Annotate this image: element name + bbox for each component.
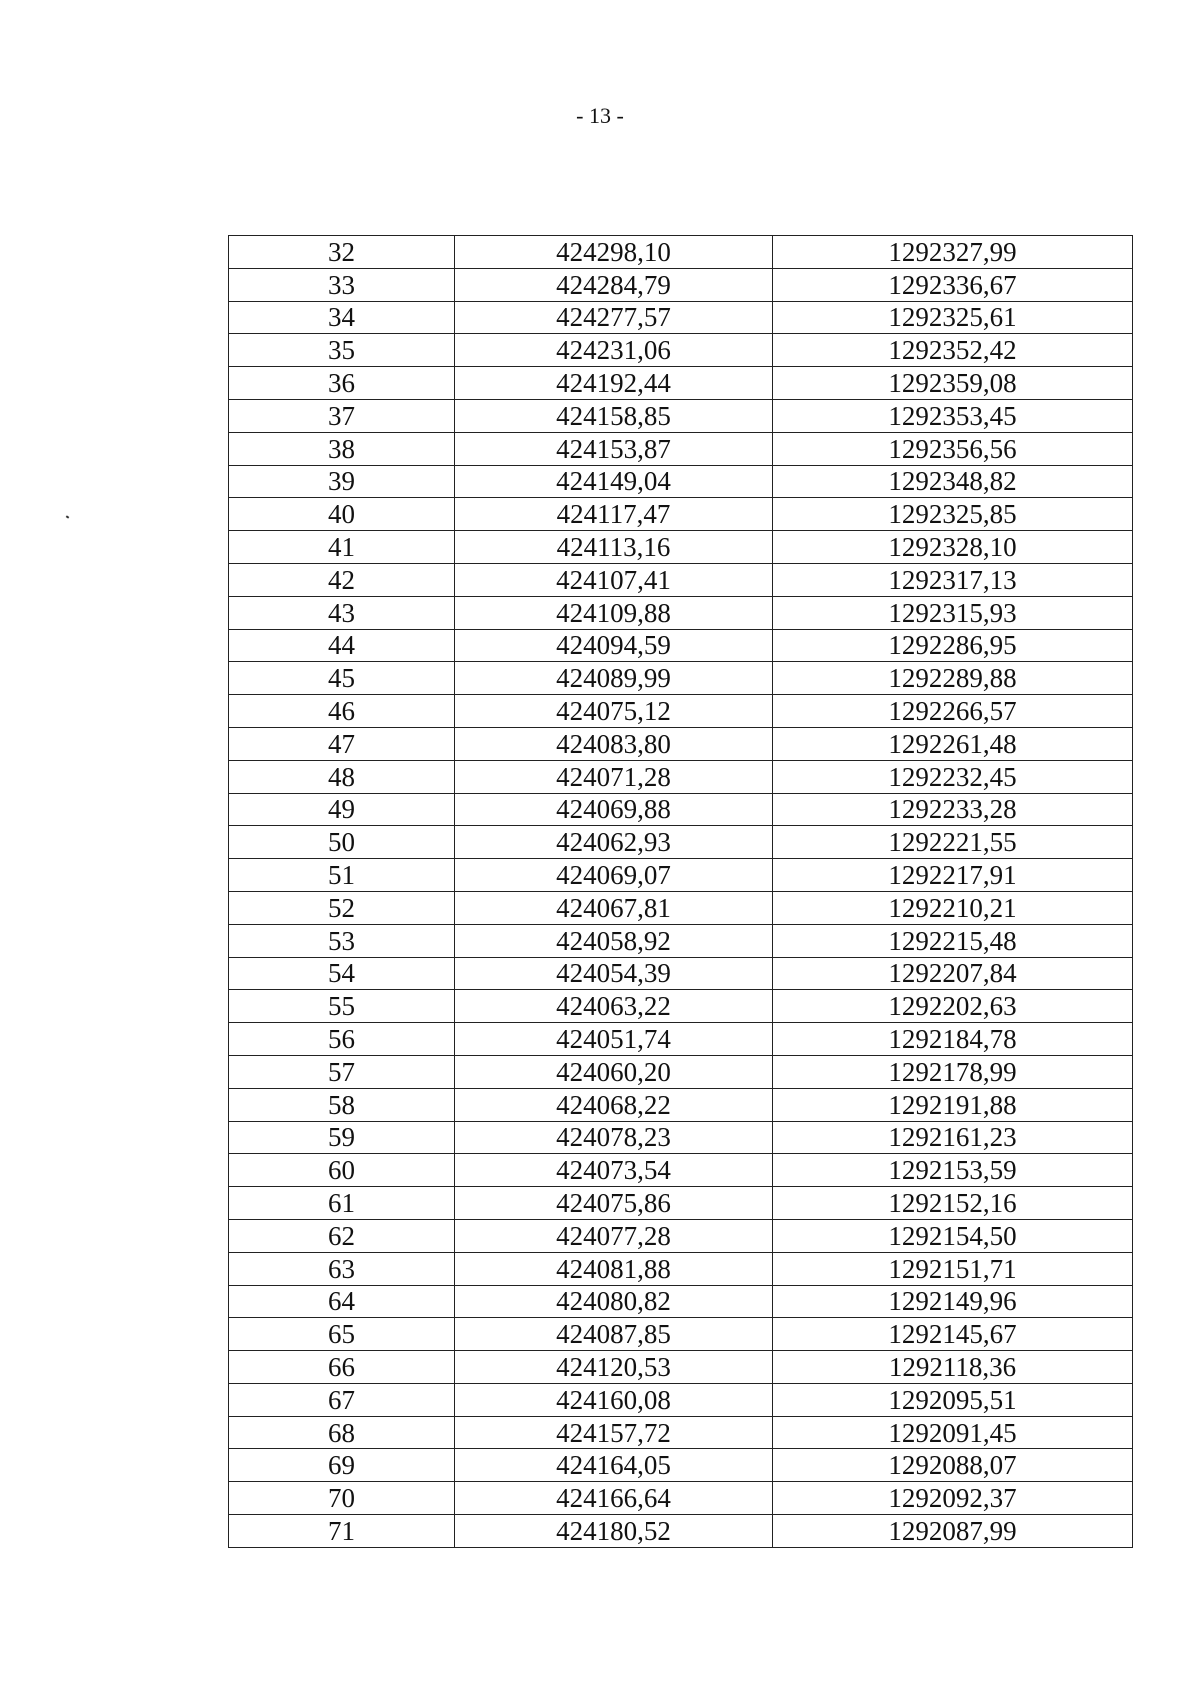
y-coordinate-cell: 1292207,84 (773, 957, 1133, 990)
point-number-cell: 46 (229, 695, 455, 728)
point-number-cell: 34 (229, 301, 455, 334)
y-coordinate-cell: 1292325,61 (773, 301, 1133, 334)
table-row (229, 432, 1133, 465)
y-coordinate-cell: 1292336,67 (773, 268, 1133, 301)
y-coordinate-cell: 1292327,99 (773, 236, 1133, 269)
table-row (229, 727, 1133, 760)
y-coordinate-cell: 1292152,16 (773, 1187, 1133, 1220)
y-coordinate-cell: 1292191,88 (773, 1088, 1133, 1121)
table-row (229, 629, 1133, 662)
x-coordinate-cell: 424157,72 (455, 1416, 773, 1449)
y-coordinate-cell: 1292202,63 (773, 990, 1133, 1023)
x-coordinate-cell: 424073,54 (455, 1154, 773, 1187)
y-coordinate-cell: 1292317,13 (773, 563, 1133, 596)
point-number-cell: 64 (229, 1285, 455, 1318)
point-number-cell: 53 (229, 924, 455, 957)
y-coordinate-cell: 1292118,36 (773, 1351, 1133, 1384)
table-row (229, 1351, 1133, 1384)
table-row (229, 334, 1133, 367)
x-coordinate-cell: 424180,52 (455, 1515, 773, 1548)
point-number-cell: 63 (229, 1252, 455, 1285)
table-row (229, 1154, 1133, 1187)
y-coordinate-cell: 1292328,10 (773, 531, 1133, 564)
point-number-cell: 62 (229, 1219, 455, 1252)
y-coordinate-cell: 1292315,93 (773, 596, 1133, 629)
y-coordinate-cell: 1292210,21 (773, 891, 1133, 924)
x-coordinate-cell: 424113,16 (455, 531, 773, 564)
y-coordinate-cell: 1292145,67 (773, 1318, 1133, 1351)
point-number-cell: 50 (229, 826, 455, 859)
point-number-cell: 61 (229, 1187, 455, 1220)
x-coordinate-cell: 424067,81 (455, 891, 773, 924)
table-row (229, 301, 1133, 334)
y-coordinate-cell: 1292091,45 (773, 1416, 1133, 1449)
point-number-cell: 42 (229, 563, 455, 596)
y-coordinate-cell: 1292154,50 (773, 1219, 1133, 1252)
table-row (229, 1088, 1133, 1121)
table-row (229, 236, 1133, 269)
y-coordinate-cell: 1292286,95 (773, 629, 1133, 662)
x-coordinate-cell: 424063,22 (455, 990, 773, 1023)
point-number-cell: 49 (229, 793, 455, 826)
y-coordinate-cell: 1292356,56 (773, 432, 1133, 465)
table-row (229, 1318, 1133, 1351)
x-coordinate-cell: 424080,82 (455, 1285, 773, 1318)
table-row (229, 465, 1133, 498)
x-coordinate-cell: 424107,41 (455, 563, 773, 596)
table-row (229, 563, 1133, 596)
table-row (229, 1121, 1133, 1154)
point-number-cell: 65 (229, 1318, 455, 1351)
point-number-cell: 39 (229, 465, 455, 498)
x-coordinate-cell: 424075,86 (455, 1187, 773, 1220)
stray-mark (66, 515, 70, 518)
x-coordinate-cell: 424158,85 (455, 399, 773, 432)
table-row (229, 826, 1133, 859)
x-coordinate-cell: 424087,85 (455, 1318, 773, 1351)
table-row (229, 596, 1133, 629)
x-coordinate-cell: 424083,80 (455, 727, 773, 760)
x-coordinate-cell: 424164,05 (455, 1449, 773, 1482)
x-coordinate-cell: 424058,92 (455, 924, 773, 957)
table-row (229, 1055, 1133, 1088)
y-coordinate-cell: 1292088,07 (773, 1449, 1133, 1482)
table-row (229, 1416, 1133, 1449)
table-row (229, 760, 1133, 793)
y-coordinate-cell: 1292149,96 (773, 1285, 1133, 1318)
x-coordinate-cell: 424062,93 (455, 826, 773, 859)
point-number-cell: 43 (229, 596, 455, 629)
x-coordinate-cell: 424077,28 (455, 1219, 773, 1252)
x-coordinate-cell: 424284,79 (455, 268, 773, 301)
table-row (229, 1482, 1133, 1515)
x-coordinate-cell: 424120,53 (455, 1351, 773, 1384)
y-coordinate-cell: 1292184,78 (773, 1023, 1133, 1056)
y-coordinate-cell: 1292151,71 (773, 1252, 1133, 1285)
x-coordinate-cell: 424054,39 (455, 957, 773, 990)
point-number-cell: 70 (229, 1482, 455, 1515)
table-row (229, 1187, 1133, 1220)
table-row (229, 1252, 1133, 1285)
point-number-cell: 59 (229, 1121, 455, 1154)
point-number-cell: 60 (229, 1154, 455, 1187)
x-coordinate-cell: 424109,88 (455, 596, 773, 629)
y-coordinate-cell: 1292289,88 (773, 662, 1133, 695)
x-coordinate-cell: 424060,20 (455, 1055, 773, 1088)
table-row (229, 990, 1133, 1023)
y-coordinate-cell: 1292087,99 (773, 1515, 1133, 1548)
table-row (229, 859, 1133, 892)
x-coordinate-cell: 424068,22 (455, 1088, 773, 1121)
y-coordinate-cell: 1292359,08 (773, 367, 1133, 400)
x-coordinate-cell: 424153,87 (455, 432, 773, 465)
table-row (229, 1515, 1133, 1548)
page-number: - 13 - (576, 103, 624, 128)
y-coordinate-cell: 1292233,28 (773, 793, 1133, 826)
point-number-cell: 44 (229, 629, 455, 662)
y-coordinate-cell: 1292217,91 (773, 859, 1133, 892)
y-coordinate-cell: 1292215,48 (773, 924, 1133, 957)
table-row (229, 924, 1133, 957)
table-row (229, 367, 1133, 400)
x-coordinate-cell: 424231,06 (455, 334, 773, 367)
x-coordinate-cell: 424192,44 (455, 367, 773, 400)
table-row (229, 957, 1133, 990)
point-number-cell: 38 (229, 432, 455, 465)
table-row (229, 793, 1133, 826)
point-number-cell: 55 (229, 990, 455, 1023)
x-coordinate-cell: 424071,28 (455, 760, 773, 793)
table-row (229, 399, 1133, 432)
table-row (229, 1219, 1133, 1252)
y-coordinate-cell: 1292266,57 (773, 695, 1133, 728)
y-coordinate-cell: 1292348,82 (773, 465, 1133, 498)
point-number-cell: 40 (229, 498, 455, 531)
x-coordinate-cell: 424166,64 (455, 1482, 773, 1515)
point-number-cell: 67 (229, 1383, 455, 1416)
y-coordinate-cell: 1292325,85 (773, 498, 1133, 531)
x-coordinate-cell: 424117,47 (455, 498, 773, 531)
table-row (229, 268, 1133, 301)
point-number-cell: 71 (229, 1515, 455, 1548)
table-row (229, 1383, 1133, 1416)
point-number-cell: 66 (229, 1351, 455, 1384)
y-coordinate-cell: 1292232,45 (773, 760, 1133, 793)
point-number-cell: 48 (229, 760, 455, 793)
x-coordinate-cell: 424094,59 (455, 629, 773, 662)
point-number-cell: 52 (229, 891, 455, 924)
x-coordinate-cell: 424160,08 (455, 1383, 773, 1416)
x-coordinate-cell: 424277,57 (455, 301, 773, 334)
point-number-cell: 54 (229, 957, 455, 990)
y-coordinate-cell: 1292095,51 (773, 1383, 1133, 1416)
y-coordinate-cell: 1292261,48 (773, 727, 1133, 760)
table-row (229, 1285, 1133, 1318)
y-coordinate-cell: 1292178,99 (773, 1055, 1133, 1088)
point-number-cell: 37 (229, 399, 455, 432)
point-number-cell: 45 (229, 662, 455, 695)
y-coordinate-cell: 1292092,37 (773, 1482, 1133, 1515)
y-coordinate-cell: 1292353,45 (773, 399, 1133, 432)
table-row (229, 1449, 1133, 1482)
point-number-cell: 33 (229, 268, 455, 301)
coordinates-table-body (229, 236, 1133, 1548)
table-row (229, 1023, 1133, 1056)
point-number-cell: 57 (229, 1055, 455, 1088)
table-row (229, 498, 1133, 531)
x-coordinate-cell: 424051,74 (455, 1023, 773, 1056)
x-coordinate-cell: 424089,99 (455, 662, 773, 695)
point-number-cell: 32 (229, 236, 455, 269)
y-coordinate-cell: 1292153,59 (773, 1154, 1133, 1187)
table-row (229, 531, 1133, 564)
x-coordinate-cell: 424149,04 (455, 465, 773, 498)
point-number-cell: 68 (229, 1416, 455, 1449)
y-coordinate-cell: 1292161,23 (773, 1121, 1133, 1154)
x-coordinate-cell: 424069,07 (455, 859, 773, 892)
y-coordinate-cell: 1292221,55 (773, 826, 1133, 859)
coordinates-table (228, 235, 1133, 1548)
table-row (229, 695, 1133, 728)
point-number-cell: 36 (229, 367, 455, 400)
point-number-cell: 47 (229, 727, 455, 760)
point-number-cell: 41 (229, 531, 455, 564)
y-coordinate-cell: 1292352,42 (773, 334, 1133, 367)
x-coordinate-cell: 424298,10 (455, 236, 773, 269)
point-number-cell: 51 (229, 859, 455, 892)
point-number-cell: 69 (229, 1449, 455, 1482)
point-number-cell: 35 (229, 334, 455, 367)
point-number-cell: 58 (229, 1088, 455, 1121)
x-coordinate-cell: 424069,88 (455, 793, 773, 826)
table-row (229, 891, 1133, 924)
x-coordinate-cell: 424075,12 (455, 695, 773, 728)
x-coordinate-cell: 424081,88 (455, 1252, 773, 1285)
x-coordinate-cell: 424078,23 (455, 1121, 773, 1154)
point-number-cell: 56 (229, 1023, 455, 1056)
table-row (229, 662, 1133, 695)
